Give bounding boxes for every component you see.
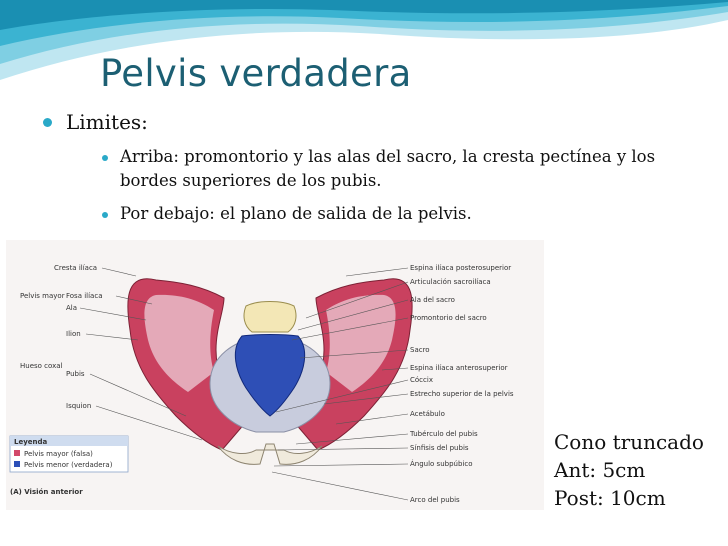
- label-right-7: Cóccix: [410, 376, 433, 384]
- bullet-dot-icon: [102, 212, 108, 218]
- pelvis-anatomy-figure: [6, 240, 544, 510]
- label-right-11: Sínfisis del pubis: [410, 444, 469, 452]
- sub-bullet-text: Arriba: promontorio y las alas del sacro, la cresta pectínea y los bordes superiores de los pubis.: [120, 147, 656, 190]
- label-right-10: Tubérculo del pubis: [410, 430, 478, 438]
- caption: [554, 428, 704, 512]
- label-ala: Ala: [66, 304, 78, 312]
- label-right-12: Ángulo subpúbico: [410, 460, 473, 468]
- bullet-dot-icon: [102, 155, 108, 161]
- label-ilion: Ilion: [66, 330, 81, 338]
- label-right-1: Espina ilíaca posterosuperior: [410, 264, 512, 272]
- slide-title: Pelvis verdadera: [100, 52, 412, 95]
- sub-bullet: [102, 202, 702, 226]
- view-label: (A) Visión anterior: [10, 488, 83, 496]
- label-right-4: Promontorio del sacro: [410, 314, 487, 322]
- label-cresta-iliaca: Cresta ilíaca: [54, 264, 98, 272]
- label-right-2: Articulación sacroilíaca: [410, 278, 491, 286]
- caption-line: Ant: 5cm: [554, 458, 646, 482]
- label-isquion: Isquion: [66, 402, 92, 410]
- legend-item-label: Pelvis mayor (falsa): [24, 450, 93, 458]
- legend-title: Leyenda: [14, 438, 48, 446]
- bullet-heading: [46, 110, 148, 134]
- caption-line: Cono truncado: [554, 430, 704, 454]
- label-right-3: Ala del sacro: [410, 296, 455, 304]
- label-right-13: Arco del pubis: [410, 496, 460, 504]
- label-right-6: Espina ilíaca anterosuperior: [410, 364, 508, 372]
- legend-swatch: [14, 461, 20, 467]
- figure-legend: [10, 436, 128, 472]
- label-right-9: Acetábulo: [410, 410, 445, 418]
- label-pubis: Pubis: [66, 370, 85, 378]
- bullet-heading-text: Limites:: [66, 110, 148, 134]
- label-right-5: Sacro: [410, 346, 430, 354]
- label-pelvis-mayor: Pelvis mayor: [20, 292, 65, 300]
- legend-swatch: [14, 450, 20, 456]
- label-right-8: Estrecho superior de la pelvis: [410, 390, 514, 398]
- lumbar-vertebra: [244, 302, 296, 333]
- sub-bullet-text: Por debajo: el plano de salida de la pelvis.: [120, 204, 472, 223]
- sub-bullet: [102, 145, 702, 193]
- label-hueso-coxal: Hueso coxal: [20, 362, 63, 370]
- legend-item-label: Pelvis menor (verdadera): [24, 461, 113, 469]
- caption-line: Post: 10cm: [554, 486, 666, 510]
- label-fosa-iliaca: Fosa ilíaca: [66, 292, 103, 300]
- bullet-dot-icon: [43, 118, 52, 127]
